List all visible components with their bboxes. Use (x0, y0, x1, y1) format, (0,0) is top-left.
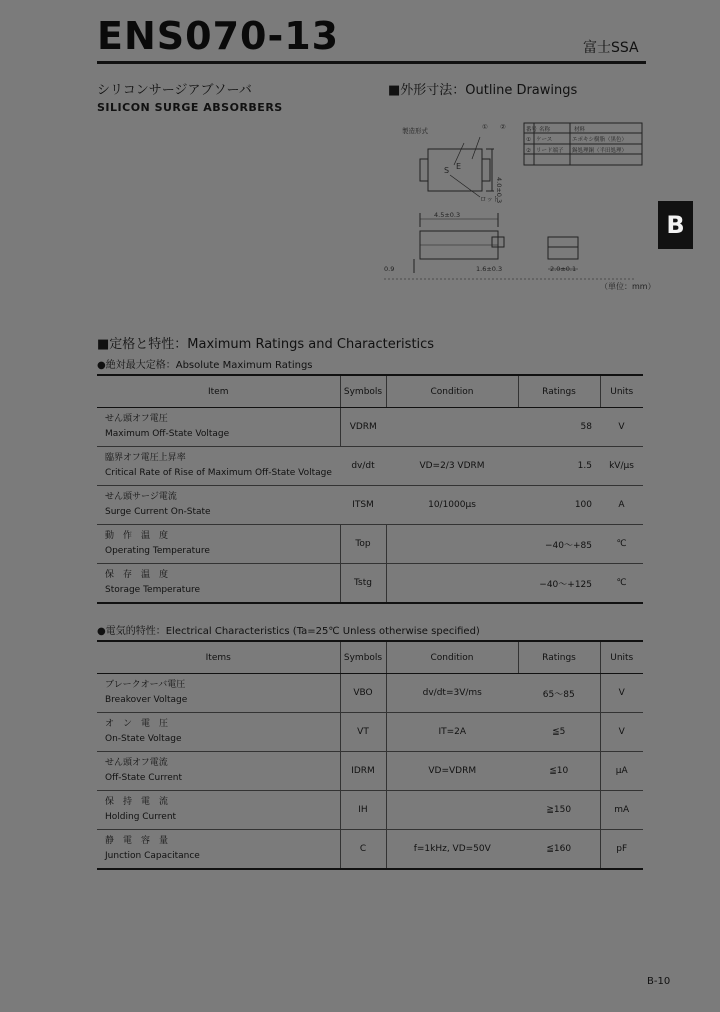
table-cell (97, 713, 340, 752)
table-cell: IT=2A (386, 713, 518, 752)
table-cell: V (600, 408, 643, 447)
table-cell: V (600, 674, 643, 713)
parts-row1-num: ① (526, 137, 531, 143)
section-tab: B (658, 201, 693, 249)
header-symbols: Symbols (340, 641, 386, 674)
header-symbols: Symbols (340, 375, 386, 408)
header-units: Units (600, 375, 643, 408)
elec-chars-header-row (97, 641, 643, 674)
table-cell: 保 存 温 度 (105, 570, 169, 580)
table-cell: オ ン 電 圧 (105, 719, 169, 729)
table-cell: Off-State Current (105, 773, 183, 783)
part-number-title: ENS070-13 (97, 14, 340, 58)
header-units: Units (600, 641, 643, 674)
table-row (97, 791, 643, 830)
table-cell: ブレークオーバ電圧 (105, 680, 186, 690)
label-dim-length: 4.5±0.3 (434, 211, 461, 219)
table-cell: せん頭オフ電圧 (105, 414, 168, 424)
table-cell: せん頭オフ電流 (105, 758, 168, 768)
parts-row1-material: エポキシ樹脂（黒色） (572, 137, 627, 143)
table-cell: Storage Temperature (105, 585, 201, 595)
table-cell: −40～+85 (518, 525, 600, 564)
table-cell: f=1kHz, VD=50V (386, 830, 518, 870)
table-cell: IH (340, 791, 386, 830)
max-ratings-subtitle: ●絶対最大定格：Absolute Maximum Ratings (97, 360, 313, 371)
package-end-view (548, 237, 578, 259)
header-items: Items (97, 641, 340, 674)
header-item: Item (97, 375, 340, 408)
product-title-jp: シリコンサージアブソーバ (97, 83, 252, 98)
table-cell: せん頭サージ電流 (105, 492, 177, 502)
elec-chars-table (97, 640, 643, 870)
elec-chars-subtitle: ●電気的特性：Electrical Characteristics (Ta=25℃ Unless otherwise specified) (97, 626, 480, 637)
table-cell: 10/1000μs (386, 486, 518, 525)
table-cell: 静 電 容 量 (105, 836, 169, 846)
package-body-top (428, 149, 482, 191)
parts-row1-name: ケース (536, 137, 553, 143)
outline-drawing (384, 113, 644, 283)
table-cell: Surge Current On-State (105, 507, 211, 517)
parts-row2-num: ② (526, 148, 531, 154)
table-cell: 100 (518, 486, 600, 525)
table-cell: kV/μs (600, 447, 643, 486)
table-cell: 58 (518, 408, 600, 447)
table-cell: Breakover Voltage (105, 695, 188, 705)
table-row (97, 525, 643, 564)
table-cell: Maximum Off-State Voltage (105, 429, 230, 439)
table-cell (386, 564, 518, 604)
table-cell: VT (340, 713, 386, 752)
table-cell: ≧150 (518, 791, 600, 830)
table-cell (97, 674, 340, 713)
table-cell (97, 752, 340, 791)
table-row (97, 674, 643, 713)
table-cell: VDRM (340, 408, 386, 447)
table-cell: ≦5 (518, 713, 600, 752)
label-num1: ① (482, 123, 488, 131)
table-cell: VD=VDRM (386, 752, 518, 791)
table-cell (97, 791, 340, 830)
table-cell: Junction Capacitance (105, 851, 200, 861)
table-cell: VBO (340, 674, 386, 713)
table-cell: Tstg (340, 564, 386, 604)
table-cell: Operating Temperature (105, 546, 210, 556)
table-cell: mA (600, 791, 643, 830)
table-row (97, 447, 643, 486)
table-row (97, 408, 643, 447)
table-cell (386, 791, 518, 830)
table-cell: Holding Current (105, 812, 177, 822)
table-cell: IDRM (340, 752, 386, 791)
table-cell (386, 408, 518, 447)
label-dim-thick: 1.6±0.3 (476, 265, 503, 273)
table-row (97, 486, 643, 525)
ratings-section-title: ■定格と特性：Maximum Ratings and Characteristics (97, 337, 435, 352)
table-cell: A (600, 486, 643, 525)
table-cell: VD=2/3 VDRM (386, 447, 518, 486)
table-cell: Critical Rate of Rise of Maximum Off-State Voltage (105, 468, 332, 478)
maker-label: 富士SSA (583, 40, 639, 56)
table-cell: On-State Voltage (105, 734, 182, 744)
table-cell: ℃ (600, 525, 643, 564)
table-row (97, 713, 643, 752)
header-condition: Condition (386, 641, 518, 674)
table-cell: ≦10 (518, 752, 600, 791)
label-mark-e: E (456, 162, 462, 171)
table-cell: Top (340, 525, 386, 564)
table-cell (97, 486, 340, 525)
table-cell: 動 作 温 度 (105, 531, 169, 541)
table-cell: 臨界オフ電圧上昇率 (105, 453, 186, 463)
table-cell: ITSM (340, 486, 386, 525)
label-dim-height: 4.0±0.3 (495, 177, 503, 204)
label-dim-w: 2.0±0.1 (550, 265, 577, 273)
header-ratings: Ratings (518, 641, 600, 674)
parts-header-num: 番号 (526, 127, 538, 133)
table-cell: ≦160 (518, 830, 600, 870)
table-cell: 保 持 電 流 (105, 797, 169, 807)
table-cell: 65～85 (518, 674, 600, 713)
label-dim-lead: 0.9 (384, 265, 395, 273)
outline-section-title: ■外形寸法：Outline Drawings (388, 83, 578, 98)
label-lot: ロット (480, 195, 500, 203)
product-title-en: SILICON SURGE ABSORBERS (97, 101, 283, 114)
table-row (97, 752, 643, 791)
max-ratings-table (97, 374, 643, 604)
header-ratings: Ratings (518, 375, 600, 408)
table-cell (97, 830, 340, 870)
label-num2: ② (500, 123, 506, 131)
header-condition: Condition (386, 375, 518, 408)
table-cell: V (600, 713, 643, 752)
table-cell (97, 525, 340, 564)
table-row (97, 830, 643, 870)
parts-header-material: 材料 (574, 127, 586, 133)
page-number: B-10 (647, 976, 671, 987)
parts-header-name: 名称 (539, 127, 551, 133)
label-date-code: 製造形式 (402, 127, 428, 135)
table-cell: 1.5 (518, 447, 600, 486)
table-cell (97, 564, 340, 604)
table-row (97, 564, 643, 604)
table-cell: −40～+125 (518, 564, 600, 604)
unit-note: （単位：mm） (600, 282, 656, 291)
table-cell: C (340, 830, 386, 870)
table-cell (97, 447, 340, 486)
table-cell (386, 525, 518, 564)
label-mark-s: S (444, 166, 450, 175)
parts-row2-material: 錫処理銅（半田処理） (572, 148, 628, 154)
table-cell: dv/dt=3V/ms (386, 674, 518, 713)
max-ratings-header-row (97, 375, 643, 408)
parts-row2-name: リード端子 (536, 148, 564, 154)
header-rule (97, 61, 646, 64)
table-cell (97, 408, 340, 447)
table-cell: pF (600, 830, 643, 870)
table-cell: ℃ (600, 564, 643, 604)
table-cell: μA (600, 752, 643, 791)
table-cell: dv/dt (340, 447, 386, 486)
